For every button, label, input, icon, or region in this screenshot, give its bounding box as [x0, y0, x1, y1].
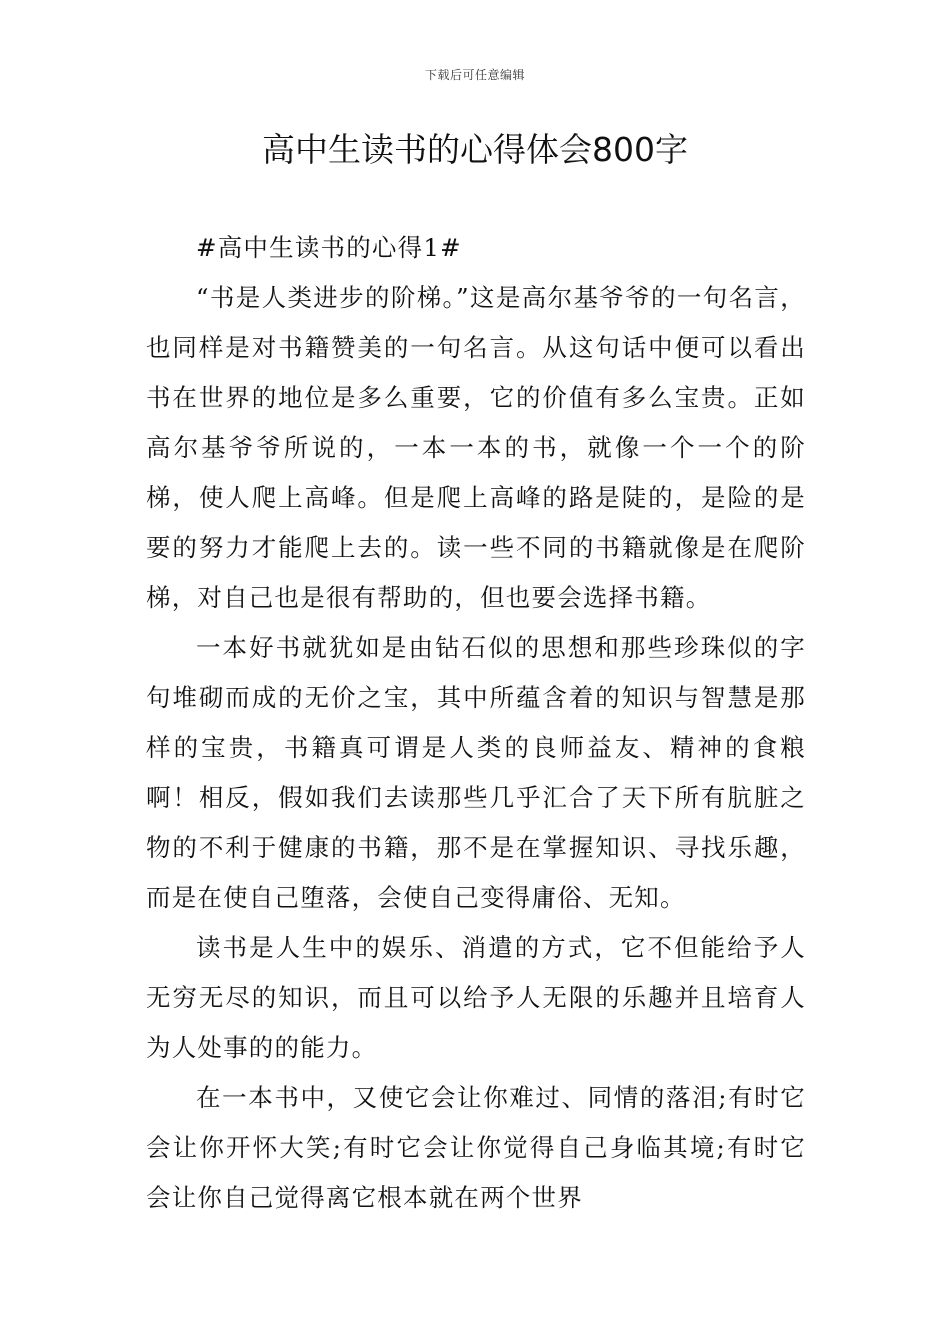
paragraph-2: 一本好书就犹如是由钻石似的思想和那些珍珠似的字句堆砌而成的无价之宝，其中所蕴含着的知识与智慧是那样的宝贵，书籍真可谓是人类的良师益友、精神的食粮啊！相反，假如我们去读那些几乎汇合了天下所有肮脏之物的不利于健康的书籍，那不是在掌握知识、寻找乐趣，而是在使自己堕落，会使自己变得庸俗、无知。	[146, 633, 806, 912]
paragraph-3: 读书是人生中的娱乐、消遣的方式，它不但能给予人无穷无尽的知识，而且可以给予人无限的乐趣并且培育人为人处事的的能力。	[146, 933, 806, 1062]
paragraph-1: “书是人类进步的阶梯。”这是高尔基爷爷的一句名言，也同样是对书籍赞美的一句名言。从这句话中便可以看出书在世界的地位是多么重要，它的价值有多么宝贵。正如高尔基爷爷所说的，一本一本的书，就像一个一个的阶梯，使人爬上高峰。但是爬上高峰的路是陡的，是险的是要的努力才能爬上去的。读一些不同的书籍就像是在爬阶梯，对自己也是很有帮助的，但也要会选择书籍。	[146, 283, 806, 612]
paragraph-4: 在一本书中，又使它会让你难过、同情的落泪;有时它会让你开怀大笑;有时它会让你觉得自己身临其境;有时它会让你自己觉得离它根本就在两个世界	[146, 1083, 806, 1212]
document-title: 高中生读书的心得体会800字	[262, 130, 688, 169]
section-heading: #高中生读书的心得1#	[196, 233, 462, 262]
document-body	[146, 223, 806, 1223]
header-note: 下载后可任意编辑	[424, 68, 525, 82]
